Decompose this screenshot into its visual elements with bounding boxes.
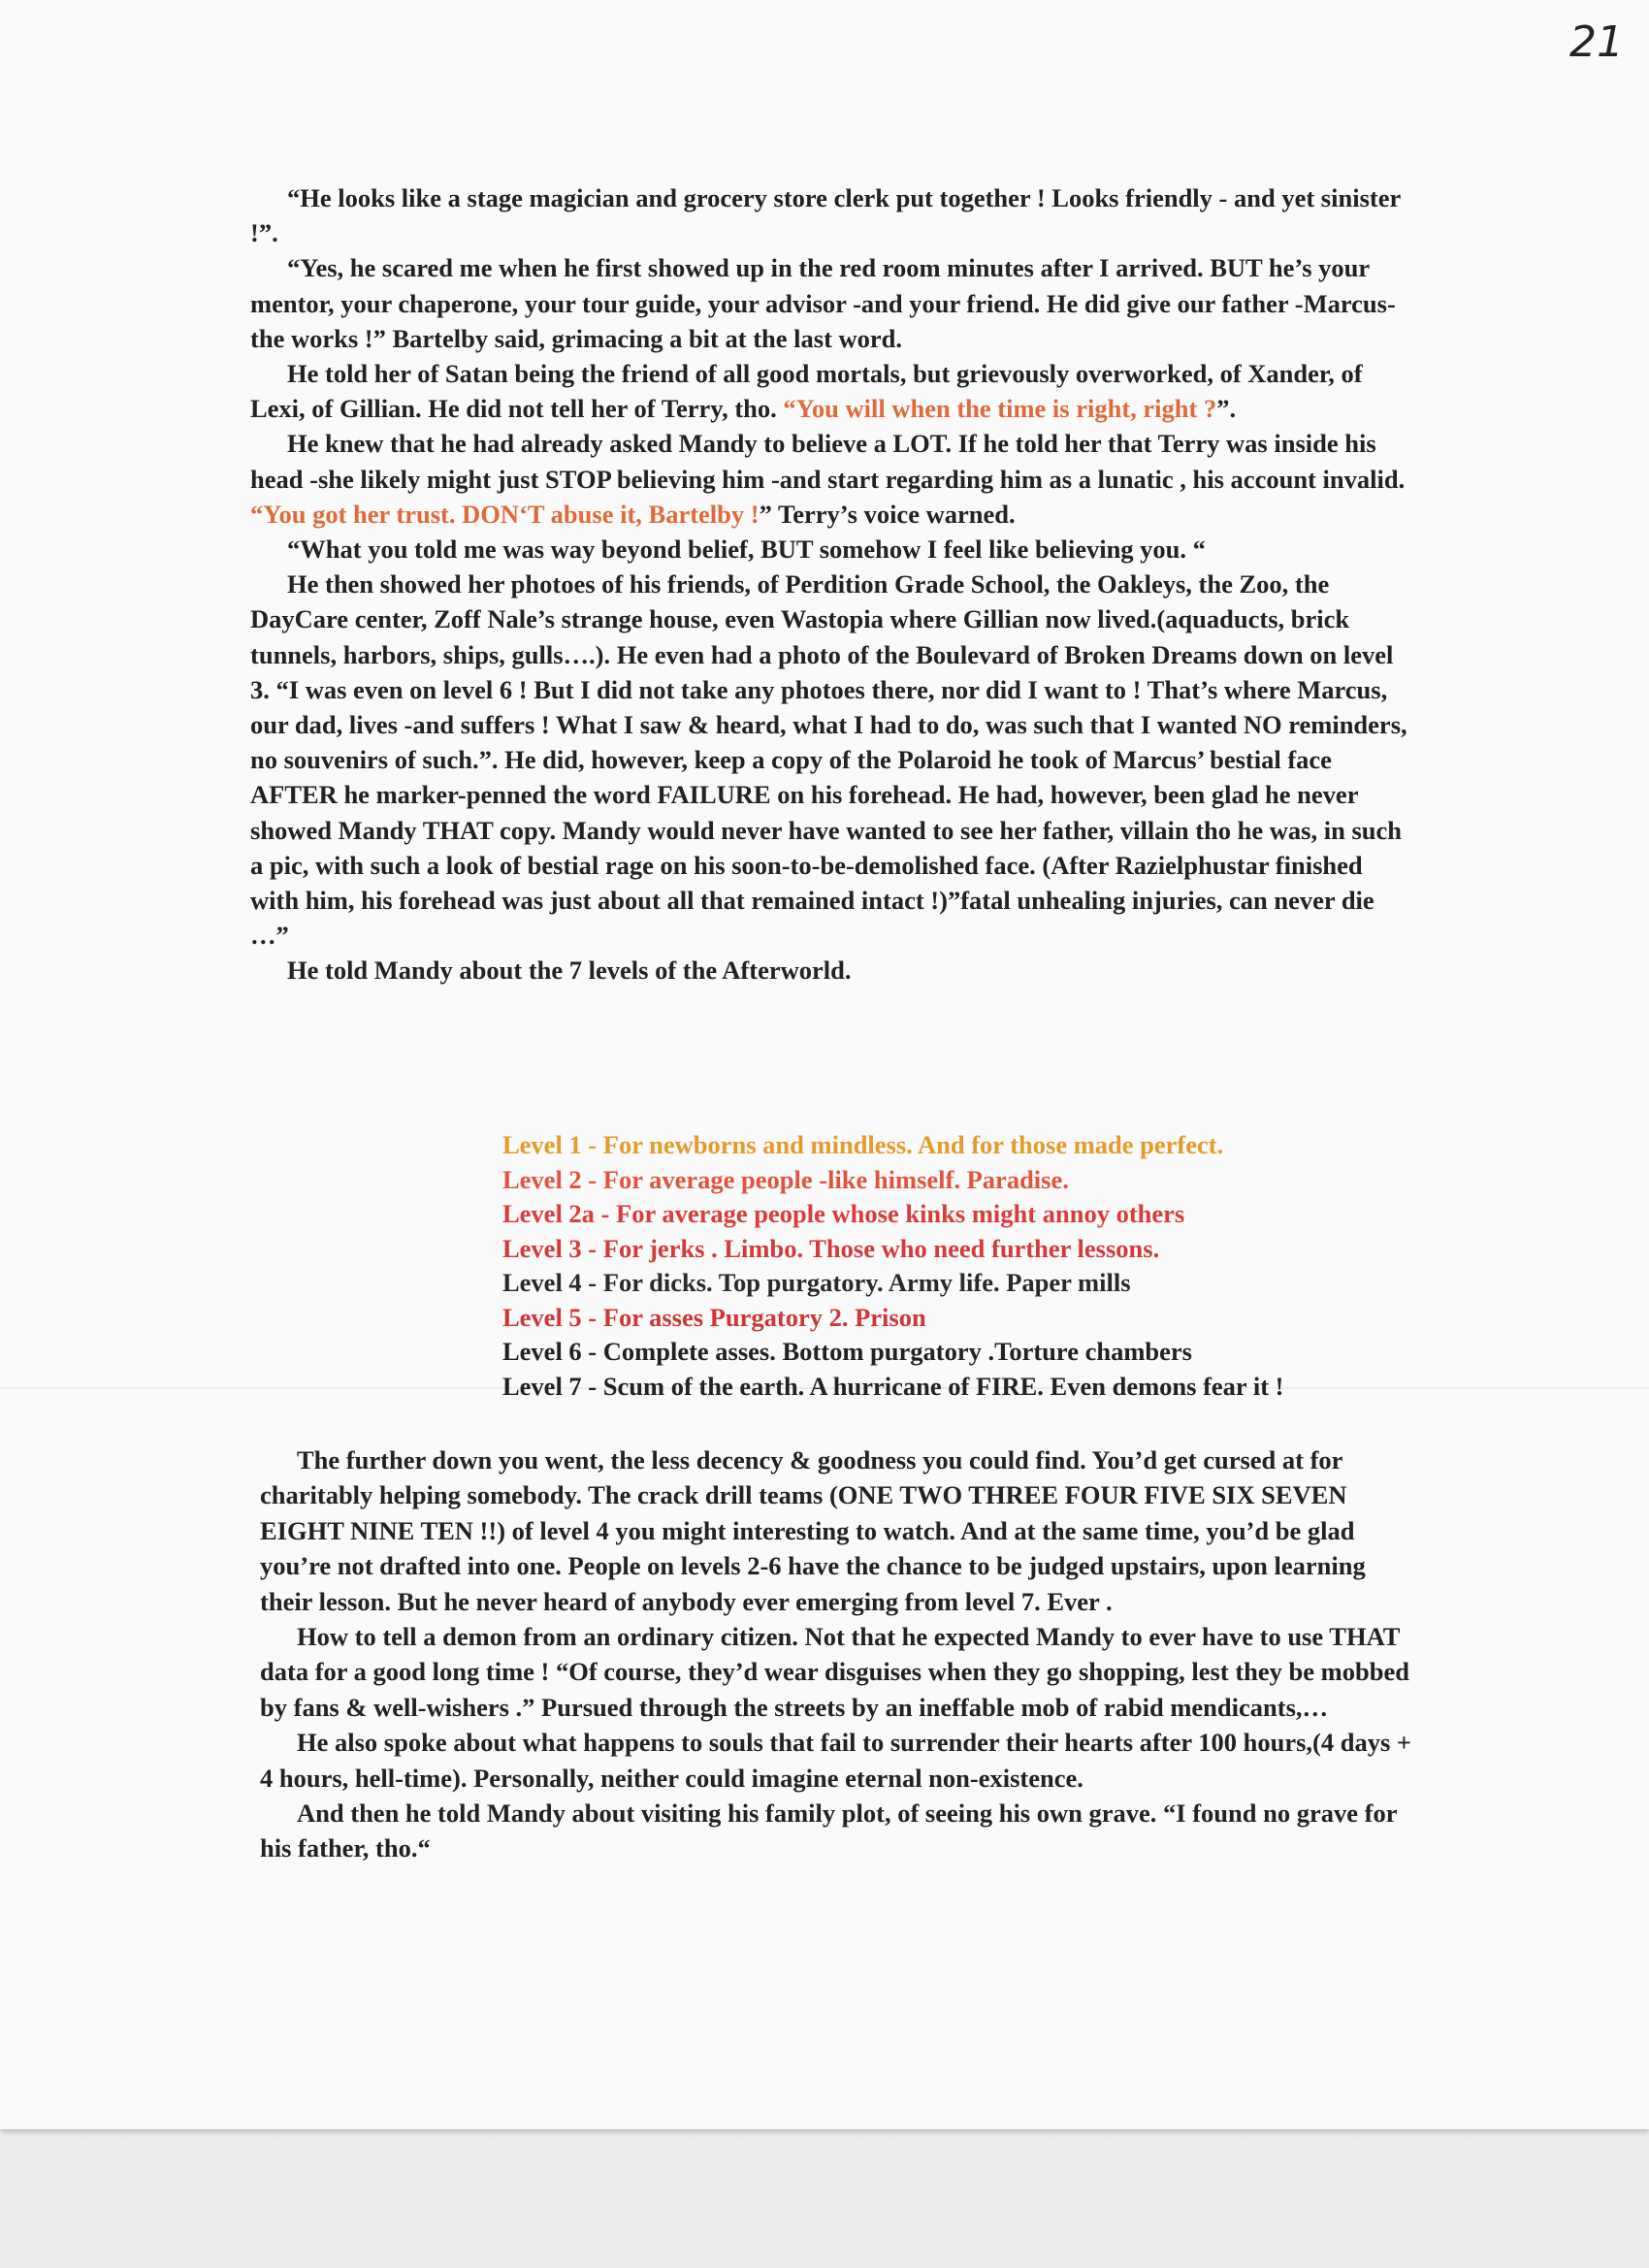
paragraph: “He looks like a stage magician and grocery store clerk put together ! Looks friendly - and yet sinister !”. bbox=[250, 183, 1401, 248]
level-item: Level 1 - For newborns and mindless. And for those made perfect. bbox=[502, 1130, 1224, 1159]
paragraph: “Yes, he scared me when he first showed up in the red room minutes after I arrived. BUT he’s your mentor, your chaperone, your tour guide, your advisor -and your friend. He did give our father -Marcus- the works !” Bartelby said, grimacing a bit at the last word. bbox=[250, 253, 1396, 353]
paragraph: He then showed her photoes of his friends, of Perdition Grade School, the Oakleys, the Zoo, the DayCare center, Zoff Nale’s strange house, even Wastopia where Gillian now lived.(aquaducts, brick tunnels, harbors, ships, gulls….). He even had a photo of the Boulevard of Broken Dreams down on level 3. “I was even on level 6 ! But I did not take any photoes there, nor did I want to ! That’s where Marcus, our dad, lives -and suffers ! What I saw & heard, what I had to do, was such that I wanted NO reminders, no souvenirs of such.”. He did, however, keep a copy of the Polaroid he took of Marcus’ bestial face AFTER he marker-penned the word FAILURE on his forehead. He had, however, been glad he never showed Mandy THAT copy. Mandy would never have wanted to see her father, villain tho he was, in such a pic, with such a look of bestial rage on his soon-to-be-demolished face. (After Razielphustar finished with him, his forehead was just about all that remained intact !)”fatal unhealing injuries, can never die …” bbox=[250, 569, 1407, 951]
paragraph: He told her of Satan being the friend of all good mortals, but grievously overworked, of Xander, of Lexi, of Gillian. He did not tell her of Terry, tho. “You will when the time is right, right ?”. bbox=[250, 359, 1363, 424]
level-item: Level 2a - For average people whose kinks might annoy others bbox=[502, 1199, 1185, 1228]
story-section-2 bbox=[260, 1442, 1424, 1866]
page-number: 21 bbox=[1569, 17, 1624, 67]
paragraph: How to tell a demon from an ordinary citizen. Not that he expected Mandy to ever have to use THAT data for a good long time ! “Of course, they’d wear disguises when they go shopping, lest they be mobbed by fans & well-wishers .” Pursued through the streets by an ineffable mob of rabid mendicants,… bbox=[260, 1622, 1409, 1722]
paragraph: “What you told me was way beyond belief, BUT somehow I feel like believing you. “ bbox=[287, 535, 1206, 565]
paragraph: And then he told Mandy about visiting his family plot, of seeing his own grave. “I found no grave for his father, tho.“ bbox=[260, 1798, 1397, 1863]
level-item: Level 6 - Complete asses. Bottom purgatory .Torture chambers bbox=[502, 1337, 1192, 1366]
story-section-1 bbox=[250, 180, 1414, 988]
paragraph: He knew that he had already asked Mandy to believe a LOT. If he told her that Terry was inside his head -she likely might just STOP believing him -and start regarding him as a lunatic , his account invalid. “You got her trust. DON‘T abuse it, Bartelby !” Terry’s voice warned. bbox=[250, 429, 1406, 529]
afterworld-levels-list bbox=[502, 1128, 1434, 1404]
paragraph: He told Mandy about the 7 levels of the Afterworld. bbox=[287, 956, 852, 986]
level-item: Level 3 - For jerks . Limbo. Those who need further lessons. bbox=[502, 1233, 1160, 1263]
paragraph: He also spoke about what happens to souls that fail to surrender their hearts after 100 hours,(4 days + 4 hours, hell-time). Personally, neither could imagine eternal non-existence. bbox=[260, 1728, 1412, 1793]
level-item: Level 5 - For asses Purgatory 2. Prison bbox=[502, 1302, 926, 1332]
level-item: Level 7 - Scum of the earth. A hurricane of FIRE. Even demons fear it ! bbox=[502, 1371, 1284, 1401]
paragraph: The further down you went, the less decency & goodness you could find. You’d get cursed at for charitably helping somebody. The crack drill teams (ONE TWO THREE FOUR FIVE SIX SEVEN EIGHT NINE TEN !!) of level 4 you might interesting to watch. And at the same time, you’d be glad you’re not drafted into one. People on levels 2-6 have the chance to be judged upstairs, upon learning their lesson. But he never heard of anybody ever emerging from level 7. Ever . bbox=[260, 1445, 1366, 1616]
terry-voice-text: “You got her trust. DON‘T abuse it, Bartelby ! bbox=[250, 499, 760, 529]
terry-voice-text: “You will when the time is right, right ? bbox=[783, 394, 1217, 424]
level-item: Level 4 - For dicks. Top purgatory. Army life. Paper mills bbox=[502, 1268, 1131, 1297]
level-item: Level 2 - For average people -like himself. Paradise. bbox=[502, 1164, 1069, 1194]
